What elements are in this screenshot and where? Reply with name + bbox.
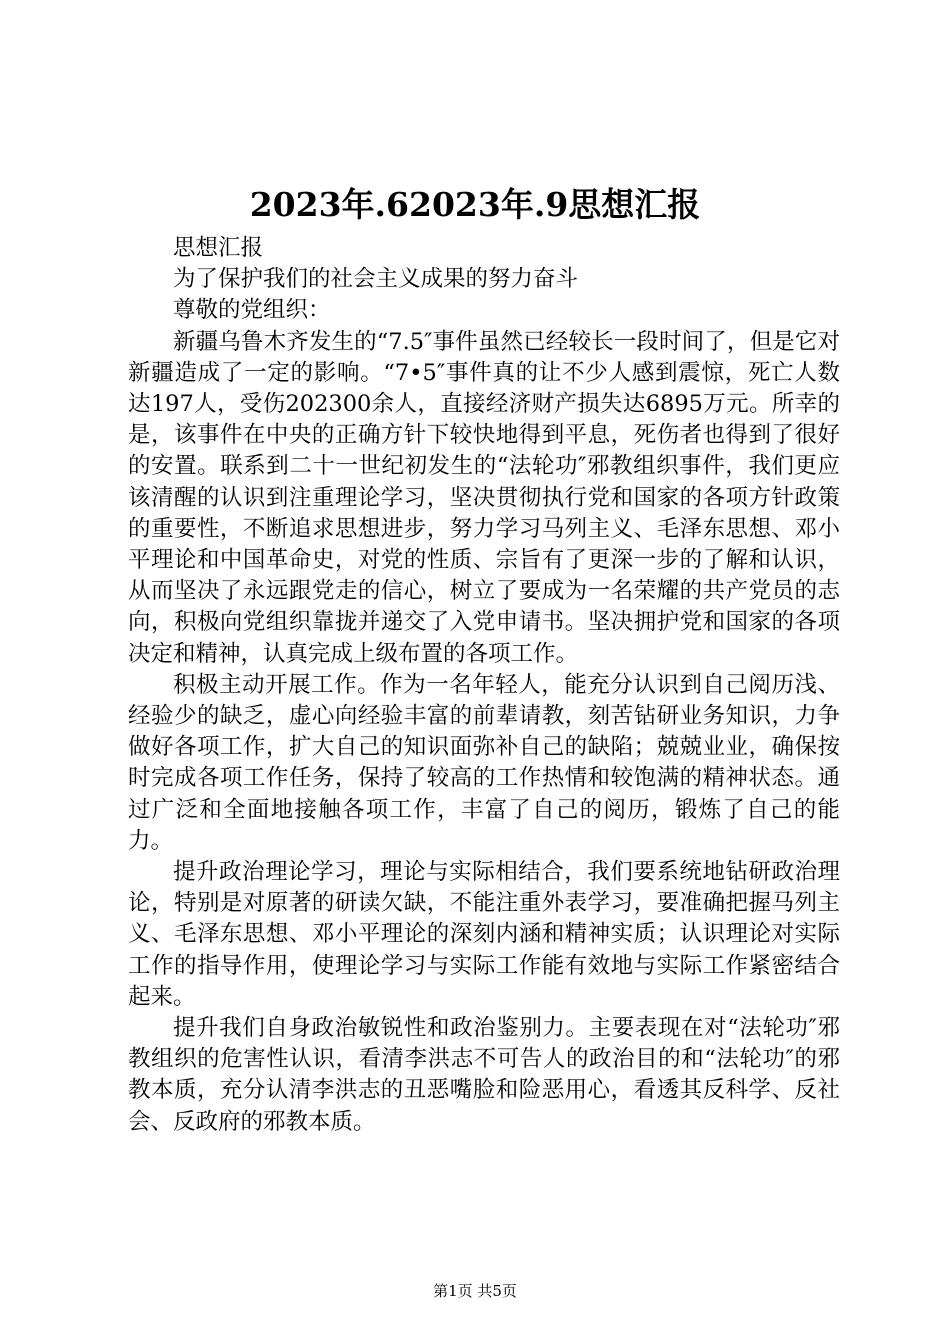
paragraph-subtitle: 为了保护我们的社会主义成果的努力奋斗: [173, 266, 579, 293]
paragraph-body: 提升政治理论学习，理论与实际相结合，我们要系统地钻研政治理论，特别是对原著的研读欠缺，不能注重外表学习，要准确把握马列主义、毛泽东思想、邓小平理论的深刻内涵和精神实质；认识理论对实际工作的指导作用，使理论学习与实际工作能有效地与实际工作紧密结合起来。: [128, 859, 840, 1010]
document-title: 2023年.62023年.9思想汇报: [249, 185, 701, 224]
document-body: [128, 233, 840, 1138]
paragraph-body: 积极主动开展工作。作为一名年轻人，能充分认识到自己阅历浅、经验少的缺乏，虚心向经验丰富的前辈请教，刻苦钻研业务知识，力争做好各项工作，扩大自己的知识面弥补自己的缺陷；兢兢业业，确保按时完成各项工作任务，保持了较高的工作热情和较饱满的精神状态。通过广泛和全面地接触各项工作，丰富了自己的阅历，锻炼了自己的能力。: [128, 671, 840, 854]
paragraph-body: 新疆乌鲁木齐发生的“7.5″事件虽然已经较长一段时间了，但是它对新疆造成了一定的影响。“7•5″事件真的让不少人感到震惊，死亡人数达197人，受伤202300余人，直接经济财产损失达6895万元。所幸的是，该事件在中央的正确方针下较快地得到平息，死伤者也得到了很好的安置。联系到二十一世纪初发生的“法轮功″邪教组织事件，我们更应该清醒的认识到注重理论学习，坚决贯彻执行党和国家的各项方针政策的重要性，不断追求思想进步，努力学习马列主义、毛泽东思想、邓小平理论和中国革命史，对党的性质、宗旨有了更深一步的了解和认识，从而坚决了永远跟党走的信心，树立了要成为一名荣耀的共产党员的志向，积极向党组织靠拢并递交了入党申请书。坚决拥护党和国家的各项决定和精神，认真完成上级布置的各项工作。: [128, 328, 840, 667]
paragraph-salutation: 尊敬的党组织：: [173, 297, 331, 324]
page-footer: 第1页 共5页: [433, 1282, 517, 1300]
paragraph-heading: 思想汇报: [173, 235, 264, 261]
paragraph-body: 提升我们自身政治敏锐性和政治鉴别力。主要表现在对“法轮功″邪教组织的危害性认识，看清李洪志不可告人的政治目的和“法轮功″的邪教本质，充分认清李洪志的丑恶嘴脸和险恶用心，看透其反科学、反社会、反政府的邪教本质。: [128, 1015, 840, 1135]
